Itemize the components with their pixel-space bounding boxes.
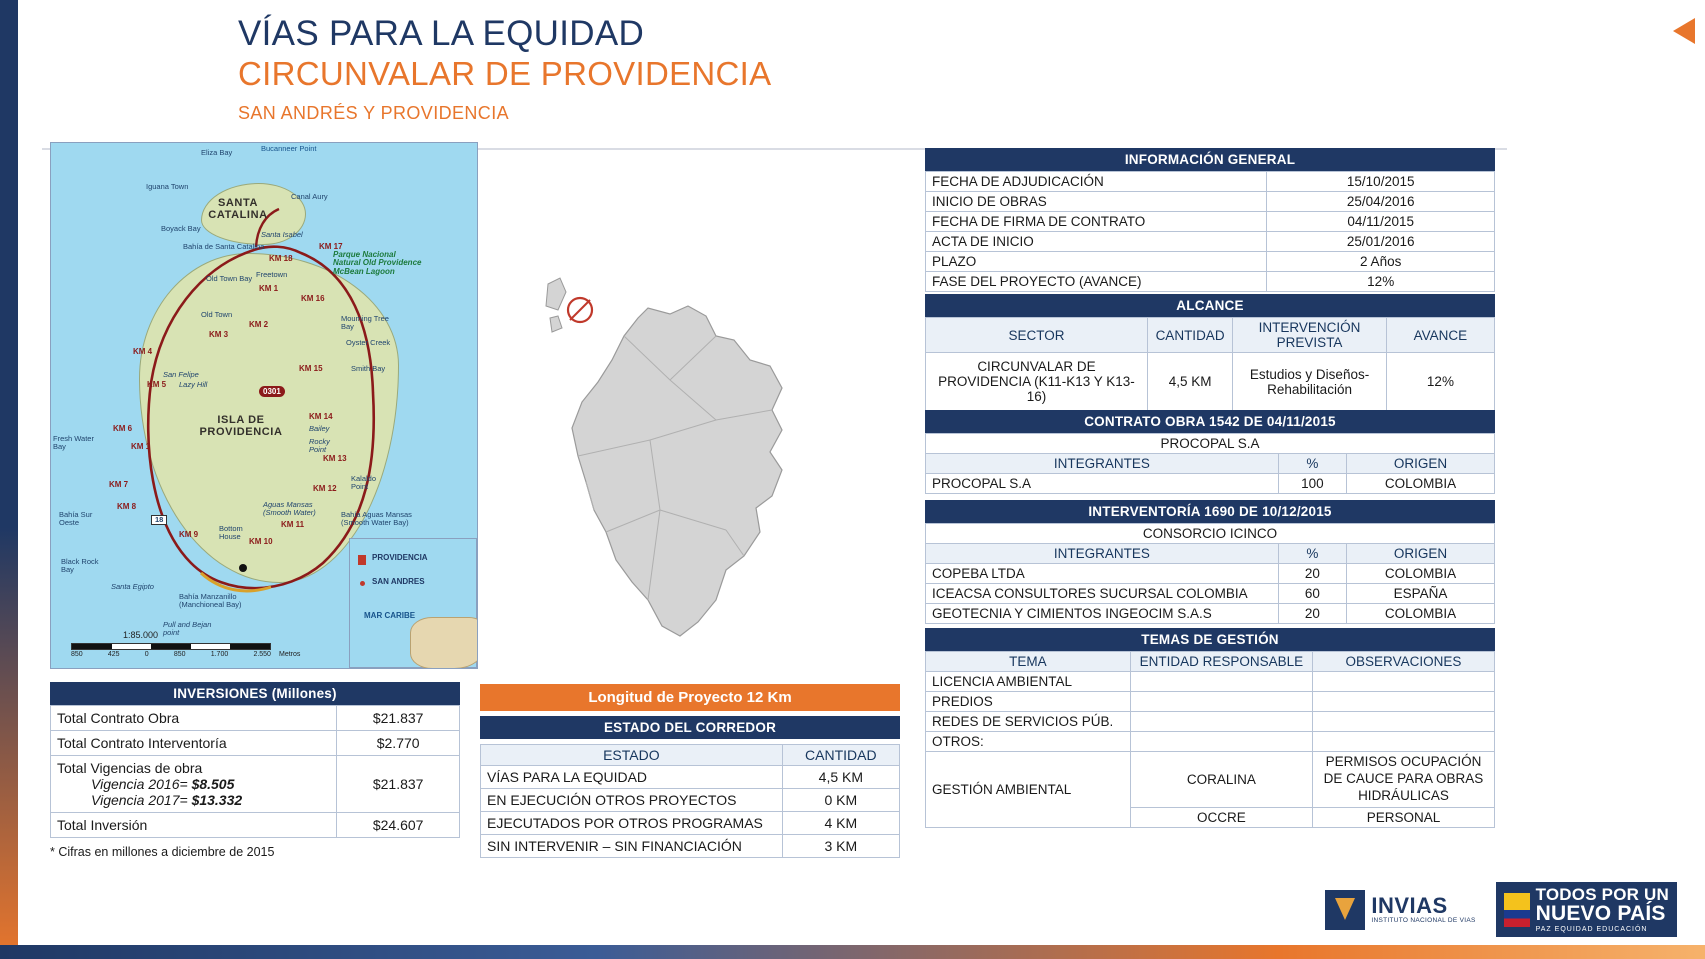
map-label: Santa Isabel <box>261 230 303 239</box>
map-scale-units: Metros <box>279 651 301 658</box>
row-label: INICIO DE OBRAS <box>926 192 1267 212</box>
map-label: Bailey <box>309 424 330 433</box>
row-label: FECHA DE FIRMA DE CONTRATO <box>926 212 1267 232</box>
corredor-title: ESTADO DEL CORREDOR <box>480 716 900 739</box>
page-title: VÍAS PARA LA EQUIDAD <box>238 14 645 53</box>
contratista-name: PROCOPAL S.A <box>926 434 1495 454</box>
row-value: 25/04/2016 <box>1267 192 1495 212</box>
row-value: 12% <box>1267 272 1495 292</box>
cell-estado: VÍAS PARA LA EQUIDAD <box>481 766 783 789</box>
table-row <box>51 706 460 731</box>
table-row <box>926 564 1495 584</box>
map-label: ISLA DE PROVIDENCIA <box>199 414 283 438</box>
table-header-row <box>481 745 900 766</box>
column-header: ORIGEN <box>1347 544 1495 564</box>
table-row <box>926 474 1495 494</box>
table-row <box>51 731 460 756</box>
table-row <box>926 732 1495 752</box>
page-header <box>238 14 771 124</box>
row-value: 2 Años <box>1267 252 1495 272</box>
cell-tema: PREDIOS <box>926 692 1131 712</box>
table-header-row <box>926 544 1495 564</box>
cell-estado: SIN INTERVENIR – SIN FINANCIACIÓN <box>481 835 783 858</box>
map-label: KM 9 <box>179 530 199 539</box>
gobierno-logo <box>1496 882 1677 937</box>
cell-entidad <box>1130 672 1312 692</box>
interventoria-title: INTERVENTORÍA 1690 DE 10/12/2015 <box>925 500 1495 523</box>
map-label: Kalaldo Point <box>351 474 377 491</box>
cell-obs <box>1312 712 1494 732</box>
row-value: 15/10/2015 <box>1267 172 1495 192</box>
cell-integrante: COPEBA LTDA <box>926 564 1279 584</box>
map-label: Bahía Aguas Mansas (Smooth Water Bay) <box>341 510 412 527</box>
temas-gestion-block <box>925 628 1495 828</box>
column-header: OBSERVACIONES <box>1312 652 1494 672</box>
table-row <box>926 604 1495 624</box>
column-header: CANTIDAD <box>782 745 899 766</box>
map-label: Rocky Point <box>309 437 330 454</box>
map-label: Smith Bay <box>351 364 386 373</box>
alcance-title: ALCANCE <box>925 294 1495 317</box>
column-header: TEMA <box>926 652 1131 672</box>
scale-tick: 1.700 <box>210 651 229 658</box>
map-label: KM 2 <box>249 320 269 329</box>
informacion-general-block <box>925 148 1495 292</box>
vigencias-label: Total Vigencias de obra <box>57 760 203 776</box>
table-header-row <box>926 318 1495 353</box>
cell-obs <box>1312 692 1494 712</box>
cell-pct: 100 <box>1278 474 1346 494</box>
map-label: KM 11 <box>281 520 305 529</box>
column-header: ENTIDAD RESPONSABLE <box>1130 652 1312 672</box>
table-row <box>926 524 1495 544</box>
gob-line1: TODOS POR UN <box>1535 885 1669 904</box>
row-label: PLAZO <box>926 252 1267 272</box>
colombia-locator-map <box>520 270 850 680</box>
cell-entidad <box>1130 732 1312 752</box>
row-label: Total Contrato Obra <box>51 706 337 731</box>
cell-integrante: PROCOPAL S.A <box>926 474 1279 494</box>
invias-mark-icon <box>1325 890 1365 930</box>
inversiones-note: * Cifras en millones a diciembre de 2015 <box>50 845 275 859</box>
map-label: Iguana Town <box>146 182 189 191</box>
map-label: KM 18 <box>269 254 293 263</box>
map-label: KM 3 <box>209 330 229 339</box>
cell-obs <box>1312 732 1494 752</box>
interventor-name: CONSORCIO ICINCO <box>926 524 1495 544</box>
map-scale-ratio: 1:85.000 <box>123 630 159 640</box>
corredor-block <box>480 684 900 858</box>
inset-landmass <box>410 617 478 669</box>
table-row <box>481 835 900 858</box>
invias-name: INVIAS <box>1371 893 1448 918</box>
map-label: Boyack Bay <box>161 224 201 233</box>
san-andres-marker-icon <box>360 581 365 586</box>
alcance-block <box>925 294 1495 411</box>
table-header-row <box>926 454 1495 474</box>
map-label: Mouming Tree Bay <box>341 314 389 331</box>
cell-obs: PERSONAL <box>1312 807 1494 827</box>
column-header: ESTADO <box>481 745 783 766</box>
map-label: Bucanneer Point <box>261 144 317 153</box>
table-row <box>926 272 1495 292</box>
map-label: Santa Egipto <box>111 582 154 591</box>
column-header: % <box>1278 544 1346 564</box>
row-value: 25/01/2016 <box>1267 232 1495 252</box>
row-value: $2.770 <box>337 731 460 756</box>
cell-estado: EJECUTADOS POR OTROS PROGRAMAS <box>481 812 783 835</box>
cell-sector: CIRCUNVALAR DE PROVIDENCIA (K11-K13 Y K13-16) <box>926 353 1148 411</box>
cell-estado: EN EJECUCIÓN OTROS PROYECTOS <box>481 789 783 812</box>
table-row-ambiental <box>926 752 1495 808</box>
providencia-marker-icon <box>358 555 366 565</box>
map-label: KM 8 <box>117 502 137 511</box>
map-label: San Felipe <box>163 370 199 379</box>
table-row <box>926 584 1495 604</box>
temas-gestion-table <box>925 651 1495 828</box>
cell-obs <box>1312 672 1494 692</box>
column-header: INTEGRANTES <box>926 454 1279 474</box>
cell-origen: COLOMBIA <box>1347 564 1495 584</box>
cell-pct: 20 <box>1278 604 1346 624</box>
page-region: SAN ANDRÉS Y PROVIDENCIA <box>238 103 510 124</box>
cell-cantidad: 4 KM <box>782 812 899 835</box>
inset-label-sea: MAR CARIBE <box>364 611 416 620</box>
table-row <box>926 712 1495 732</box>
contrato-obra-block <box>925 410 1495 494</box>
colombia-outline <box>572 306 782 636</box>
cell-pct: 60 <box>1278 584 1346 604</box>
temas-gestion-title: TEMAS DE GESTIÓN <box>925 628 1495 651</box>
cell-cantidad: 4,5 KM <box>782 766 899 789</box>
scale-tick: 425 <box>107 651 120 658</box>
row-value: 04/11/2015 <box>1267 212 1495 232</box>
map-label: KM 16 <box>301 294 325 303</box>
table-row <box>926 672 1495 692</box>
map-label: SANTA CATALINA <box>208 197 268 221</box>
cell-cantidad: 4,5 KM <box>1147 353 1232 411</box>
map-label: Oyster Creek <box>346 338 391 347</box>
map-label: Lazy Hill <box>179 380 208 389</box>
interventoria-table <box>925 523 1495 624</box>
map-label: KM 4 <box>133 347 153 356</box>
table-row <box>926 353 1495 411</box>
inset-label-sanandres: SAN ANDRES <box>372 577 425 586</box>
row-label: ACTA DE INICIO <box>926 232 1267 252</box>
cell-integrante: GEOTECNIA Y CIMIENTOS INGEOCIM S.A.S <box>926 604 1279 624</box>
cell-integrante: ICEACSA CONSULTORES SUCURSAL COLOMBIA <box>926 584 1279 604</box>
map-label: Bahía Sur Oeste <box>59 510 93 527</box>
scale-tick: 2.550 <box>253 651 271 658</box>
vigencia-2017-value: $13.332 <box>191 792 243 808</box>
cell-tema: REDES DE SERVICIOS PÚB. <box>926 712 1131 732</box>
cell-origen: ESPAÑA <box>1347 584 1495 604</box>
alcance-table <box>925 317 1495 411</box>
inversiones-title: INVERSIONES (Millones) <box>50 682 460 705</box>
cell-tema-ambiental: GESTIÓN AMBIENTAL <box>926 752 1131 828</box>
map-label: Pull and Bejan point <box>163 620 212 637</box>
cell-pct: 20 <box>1278 564 1346 584</box>
column-header: % <box>1278 454 1346 474</box>
vigencia-2016-label: Vigencia 2016= <box>91 776 188 792</box>
map-label: KM 1 <box>131 442 151 451</box>
cell-origen: COLOMBIA <box>1347 604 1495 624</box>
cell-cantidad: 0 KM <box>782 789 899 812</box>
informacion-general-title: INFORMACIÓN GENERAL <box>925 148 1495 171</box>
scale-tick: 850 <box>71 651 83 658</box>
map-label: Bottom House <box>219 524 243 541</box>
cell-entidad: OCCRE <box>1130 807 1312 827</box>
map-label: Bahía de Santa Catalina <box>183 242 265 251</box>
map-label: KM 10 <box>249 537 273 546</box>
map-label: Canal Aury <box>291 192 328 201</box>
map-label: KM 17 <box>319 242 343 251</box>
map-label: KM 6 <box>113 424 133 433</box>
table-header-row <box>926 652 1495 672</box>
informacion-general-table <box>925 171 1495 292</box>
project-length-banner: Longitud de Proyecto 12 Km <box>480 684 900 711</box>
table-row-vigencias <box>51 756 460 813</box>
scale-tick: 850 <box>173 651 186 658</box>
map-label: Bahía Manzanillo (Manchioneal Bay) <box>179 592 242 609</box>
map-label: KM 1 <box>259 284 279 293</box>
contrato-obra-title: CONTRATO OBRA 1542 DE 04/11/2015 <box>925 410 1495 433</box>
map-label: Parque Nacional Natural Old Providence McBean Lagoon <box>333 250 422 276</box>
vigencia-2016-value: $8.505 <box>191 776 235 792</box>
interventoria-block <box>925 500 1495 624</box>
cell-origen: COLOMBIA <box>1347 474 1495 494</box>
table-row <box>51 813 460 838</box>
column-header: SECTOR <box>926 318 1148 353</box>
row-label: Total Contrato Interventoría <box>51 731 337 756</box>
column-header: INTERVENCIÓN PREVISTA <box>1233 318 1387 353</box>
row-value: $24.607 <box>337 813 460 838</box>
inset-label-providencia: PROVIDENCIA <box>372 553 428 562</box>
cell-intervencion: Estudios y Diseños- Rehabilitación <box>1233 353 1387 411</box>
contrato-obra-table <box>925 433 1495 494</box>
vigencia-2017-label: Vigencia 2017= <box>91 792 188 808</box>
scale-tick: 0 <box>144 651 149 658</box>
cell-entidad <box>1130 692 1312 712</box>
map-scalebar <box>71 643 271 658</box>
table-row <box>926 192 1495 212</box>
providencia-map <box>50 142 478 669</box>
cell-obs: PERMISOS OCUPACIÓN DE CAUCE PARA OBRAS HIDRÁULICAS <box>1312 752 1494 808</box>
map-label: KM 5 <box>147 380 167 389</box>
cell-tema: OTROS: <box>926 732 1131 752</box>
page-subtitle: CIRCUNVALAR DE PROVIDENCIA <box>238 55 772 93</box>
table-row <box>926 434 1495 454</box>
map-label: Black Rock Bay <box>61 557 99 574</box>
gob-line2: NUEVO PAÍS <box>1535 902 1666 925</box>
row-label: Total Inversión <box>51 813 337 838</box>
corner-triangle-icon <box>1673 18 1695 44</box>
cell-avance: 12% <box>1386 353 1494 411</box>
inversiones-block <box>50 682 460 838</box>
column-header: INTEGRANTES <box>926 544 1279 564</box>
map-label: KM 7 <box>109 480 129 489</box>
locator-inset-map <box>349 538 477 668</box>
column-header: AVANCE <box>1386 318 1494 353</box>
providencia-highlight-marker <box>546 278 592 332</box>
column-header: ORIGEN <box>1347 454 1495 474</box>
table-row <box>926 252 1495 272</box>
map-label: KM 13 <box>323 454 347 463</box>
bottom-accent-bar <box>0 945 1705 959</box>
table-row <box>926 692 1495 712</box>
map-label: Freetown <box>256 270 288 279</box>
map-label: Eliza Bay <box>201 148 233 157</box>
table-row <box>481 766 900 789</box>
map-label: KM 14 <box>309 412 333 421</box>
table-row <box>481 812 900 835</box>
table-row <box>926 232 1495 252</box>
colombia-flag-icon <box>1504 893 1530 927</box>
column-header: CANTIDAD <box>1147 318 1232 353</box>
cell-entidad: CORALINA <box>1130 752 1312 808</box>
left-accent-bar <box>0 0 18 959</box>
row-label: FECHA DE ADJUDICACIÓN <box>926 172 1267 192</box>
map-label: KM 15 <box>299 364 323 373</box>
cell-tema: LICENCIA AMBIENTAL <box>926 672 1131 692</box>
corredor-table <box>480 744 900 858</box>
cell-cantidad: 3 KM <box>782 835 899 858</box>
map-label: Old Town <box>201 310 233 319</box>
table-row <box>926 172 1495 192</box>
cell-entidad <box>1130 712 1312 732</box>
map-label: KM 12 <box>313 484 337 493</box>
table-row <box>481 789 900 812</box>
row-value: $21.837 <box>337 706 460 731</box>
map-label: Old Town Bay <box>206 274 253 283</box>
logo-strip <box>1321 882 1677 937</box>
invias-logo <box>1321 888 1479 932</box>
route-shield-0301: 0301 <box>259 386 285 397</box>
inversiones-table <box>50 705 460 838</box>
map-label: Fresh Water Bay <box>53 434 94 451</box>
map-label: 18 <box>151 515 167 525</box>
vigencias-total-value: $21.837 <box>337 756 460 813</box>
row-label: FASE DEL PROYECTO (AVANCE) <box>926 272 1267 292</box>
invias-subtitle: INSTITUTO NACIONAL DE VIAS <box>1371 917 1476 924</box>
map-label: Aguas Mansas (Smooth Water) <box>263 500 316 517</box>
gob-line3: PAZ EQUIDAD EDUCACIÓN <box>1535 926 1648 933</box>
table-row <box>926 212 1495 232</box>
